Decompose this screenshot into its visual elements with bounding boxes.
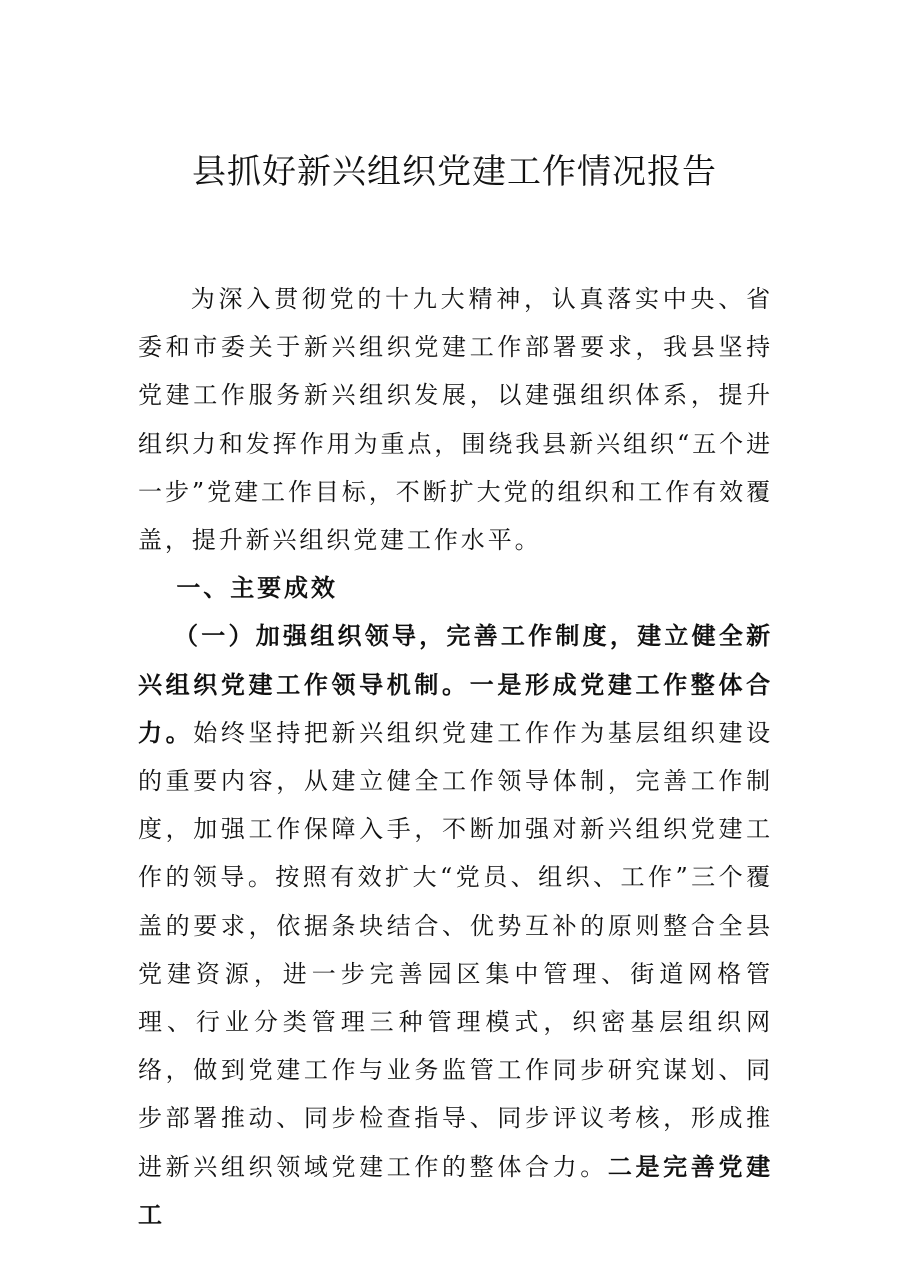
document-body	[138, 275, 773, 1239]
point-2-heading: 二是完善党建工	[138, 1152, 773, 1229]
document-title: 县抓好新兴组织党建工作情况报告	[192, 152, 717, 192]
point-1-heading: 一是形成党建工作整体合力。	[138, 670, 773, 747]
section-heading: 一、主要成效	[176, 574, 338, 603]
subsection-paragraph	[138, 612, 773, 1239]
intro-paragraph: 为深入贯彻党的十九大精神，认真落实中央、省委和市委关于新兴组织党建工作部署要求，我县坚持党建工作服务新兴组织发展，以建强组织体系，提升组织力和发挥作用为重点，围绕我县新兴组织“五个进一步”党建工作目标，不断扩大党的组织和工作有效覆盖，提升新兴组织党建工作水平。	[138, 285, 773, 555]
subsection-heading: （一）加强组织领导，完善工作制度，建立健全新兴组织党建工作领导机制。	[138, 622, 773, 699]
point-1-text: 始终坚持把新兴组织党建工作作为基层组织建设的重要内容，从建立健全工作领导体制，完善工作制度，加强工作保障入手，不断加强对新兴组织党建工作的领导。按照有效扩大“党员、组织、工作”三个覆盖的要求，依据条块结合、优势互补的原则整合全县党建资源，进一步完善园区集中管理、街道网格管理、行业分类管理三种管理模式，织密基层组织网络，做到党建工作与业务监管工作同步研究谋划、同步部署推动、同步检查指导、同步评议考核，形成推进新兴组织领域党建工作的整体合力。	[138, 718, 773, 1181]
